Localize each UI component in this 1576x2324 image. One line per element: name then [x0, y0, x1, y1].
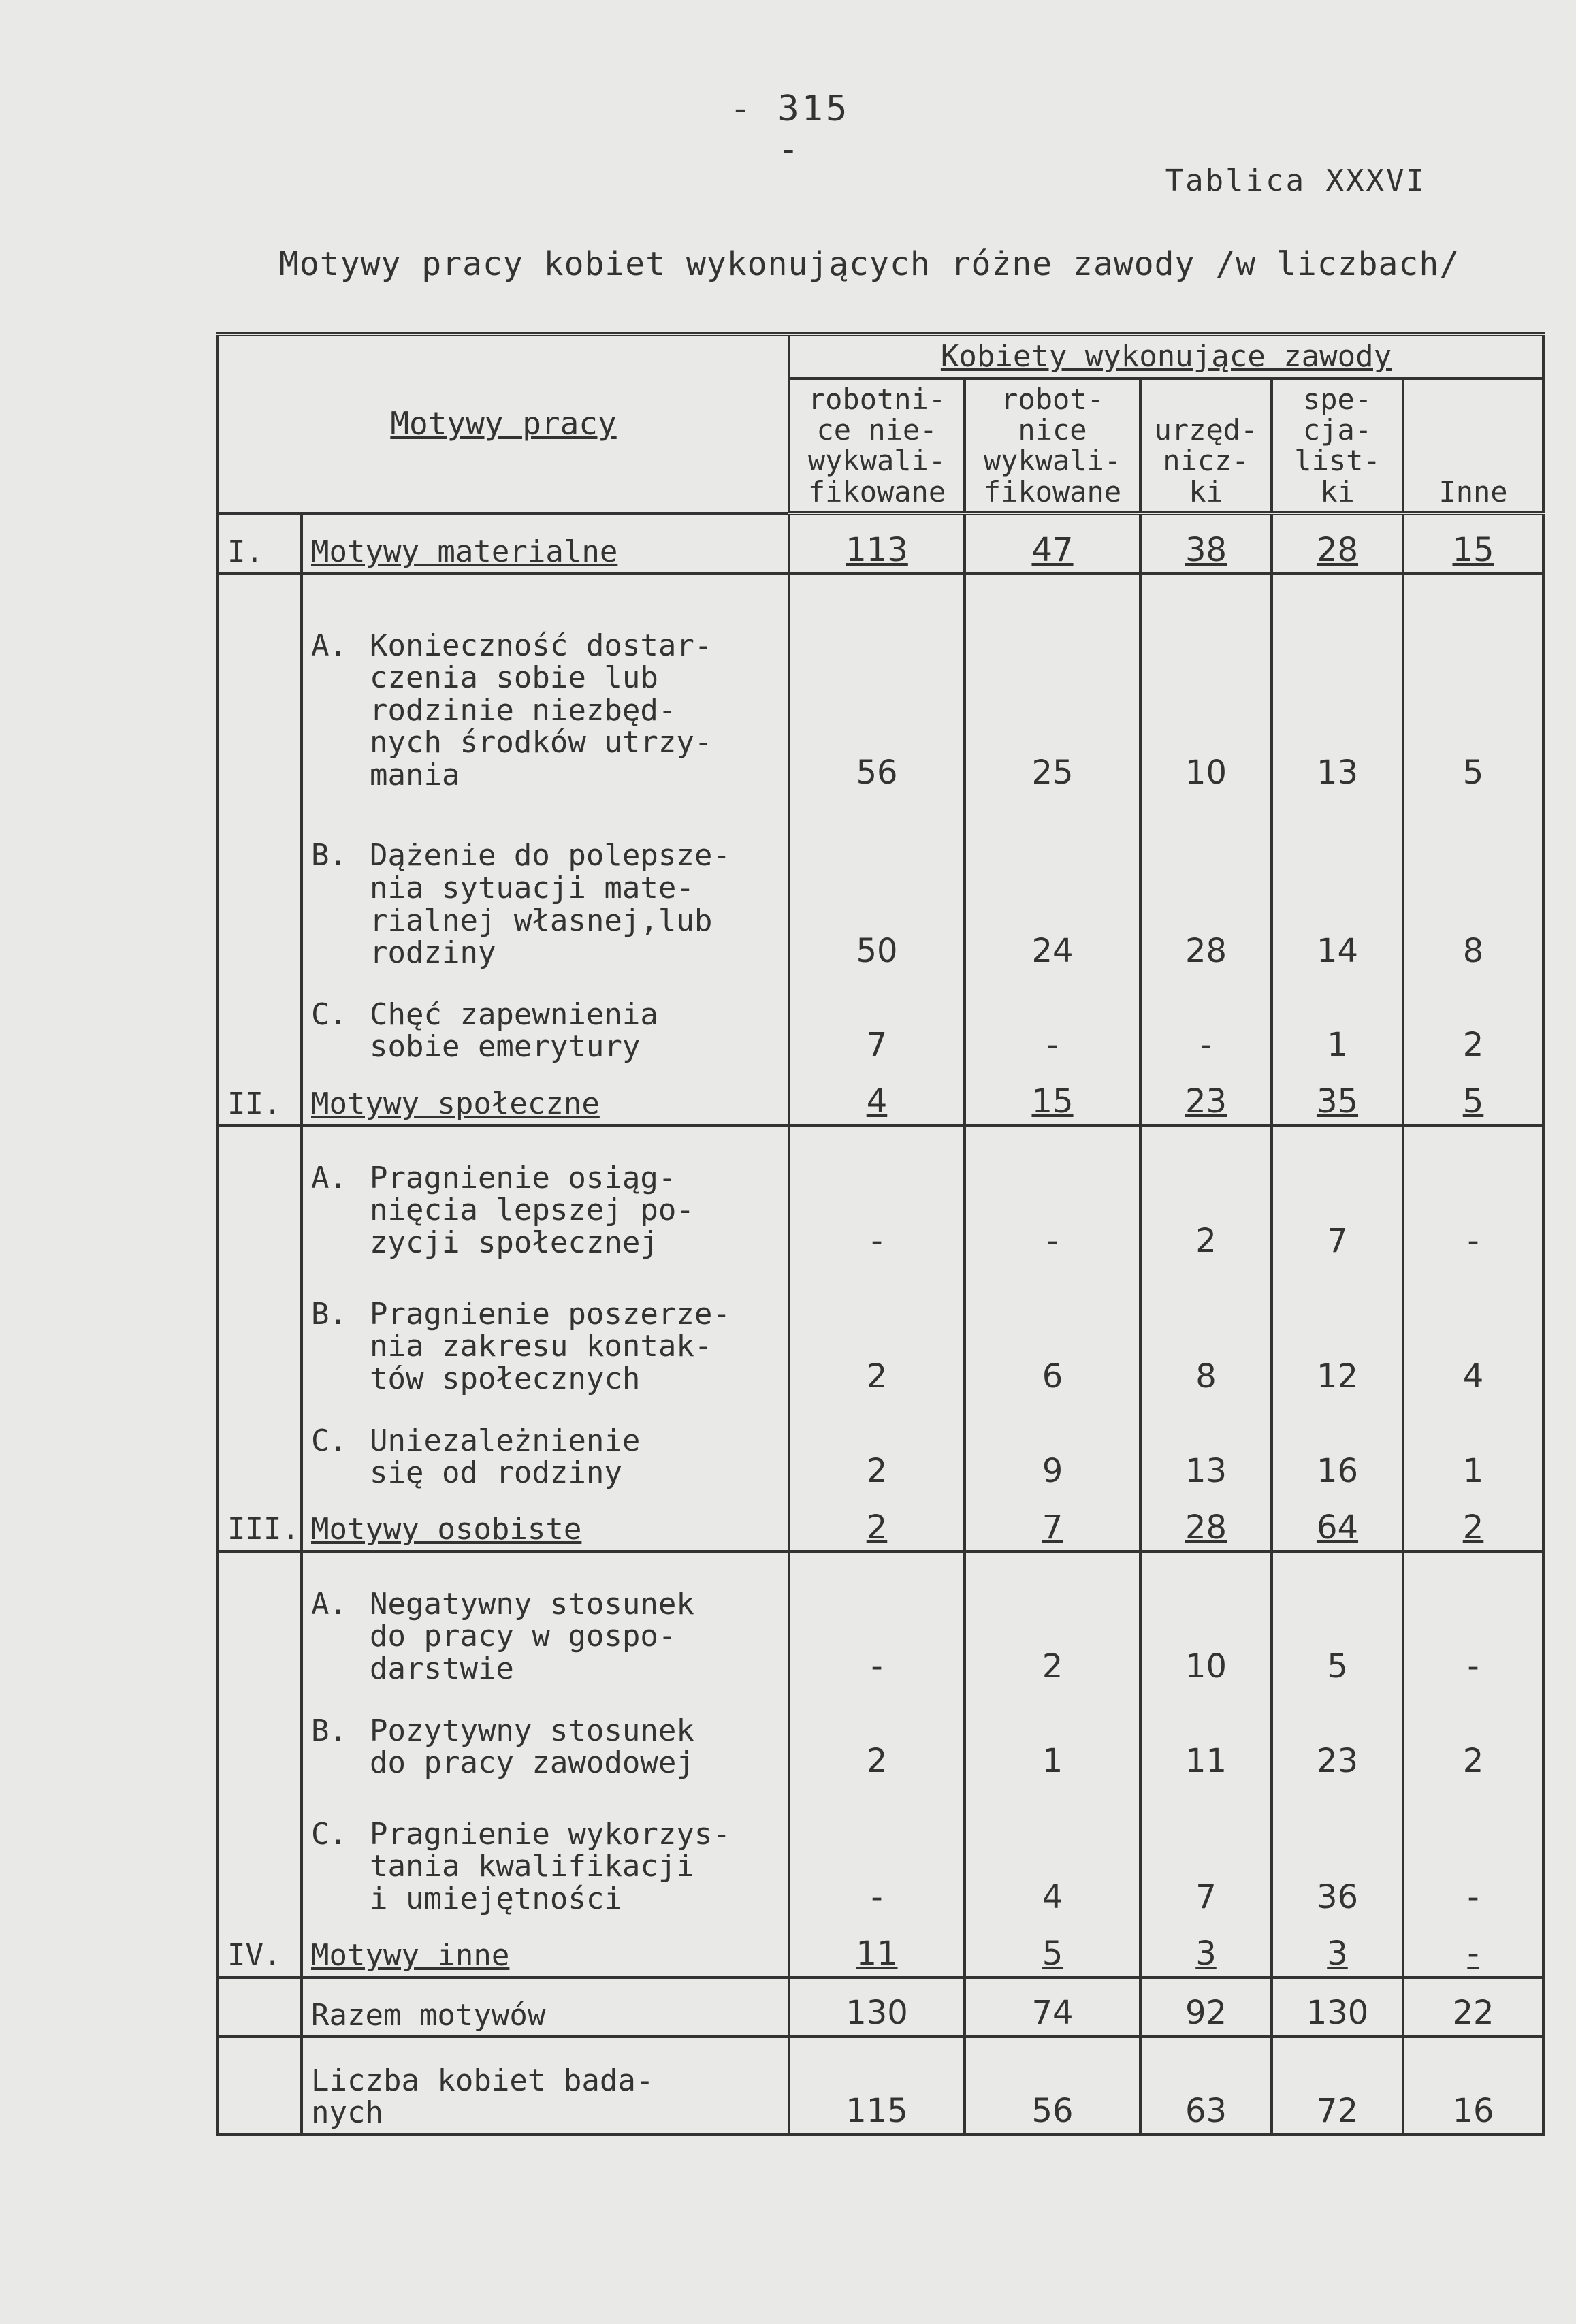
value-cell: 4	[1403, 1263, 1543, 1399]
value-cell: 28	[1140, 795, 1272, 973]
value-cell: 16	[1272, 1399, 1403, 1493]
motives-table-container	[216, 332, 1542, 2136]
subitem-row	[218, 1125, 1543, 1263]
value-cell: 22	[1403, 1978, 1543, 2037]
value-cell: 1	[1272, 973, 1403, 1067]
section-number: III.	[218, 1494, 302, 1551]
value-cell: 36	[1272, 1784, 1403, 1920]
value-cell: -	[789, 1784, 965, 1920]
value-cell	[789, 1067, 965, 1125]
subitem-label	[302, 1125, 789, 1263]
value-cell: 6	[965, 1263, 1140, 1399]
value-cell: 2	[789, 1689, 965, 1783]
value-cell	[1403, 1494, 1543, 1551]
indent-cell	[218, 1784, 302, 1920]
subitem-label	[302, 574, 789, 795]
value-text: 3	[1195, 1934, 1217, 1973]
value-text: 15	[1031, 1082, 1074, 1121]
subitem-label	[302, 973, 789, 1067]
indent-cell	[218, 973, 302, 1067]
value-text: 113	[846, 531, 908, 570]
value-cell: 14	[1272, 795, 1403, 973]
subitem-text: Dążenie do polepsze- nia sytuacji mate- rialnej własnej,lub rodziny	[370, 838, 730, 971]
value-text: 64	[1316, 1508, 1359, 1547]
subitem-row	[218, 1399, 1543, 1493]
value-cell	[965, 1919, 1140, 1977]
subitem-label-inner	[311, 1588, 779, 1685]
value-cell: 5	[1403, 574, 1543, 795]
subitem-label-inner	[311, 1715, 779, 1779]
value-text: 47	[1031, 531, 1074, 570]
indent-cell	[218, 795, 302, 973]
subitem-label-inner	[311, 1298, 779, 1395]
value-text: -	[1467, 1934, 1479, 1973]
value-text: 23	[1185, 1082, 1227, 1121]
subitem-row	[218, 1551, 1543, 1689]
value-cell: 7	[1272, 1125, 1403, 1263]
value-text: 3	[1327, 1934, 1348, 1973]
women-count-row	[218, 2037, 1543, 2135]
value-cell	[1140, 1494, 1272, 1551]
value-cell	[965, 513, 1140, 574]
value-cell: 130	[1272, 1978, 1403, 2037]
value-cell	[1140, 1919, 1272, 1977]
value-cell	[1272, 513, 1403, 574]
subitem-text: Pragnienie poszerze- nia zakresu kontak- tów społecznych	[370, 1296, 730, 1396]
column-header: robot- nice wykwali- fikowane	[965, 378, 1140, 513]
column-header: robotni- ce nie- wykwali- fikowane	[789, 378, 965, 513]
value-cell: 10	[1140, 1551, 1272, 1689]
value-cell	[1272, 1494, 1403, 1551]
value-cell: 2	[1403, 1689, 1543, 1783]
indent-cell	[218, 1978, 302, 2037]
table-label: Tablica XXXVI	[1165, 163, 1426, 198]
value-cell: 50	[789, 795, 965, 973]
subitem-letter: A.	[311, 1160, 347, 1195]
value-cell: 92	[1140, 1978, 1272, 2037]
value-cell: 2	[789, 1263, 965, 1399]
value-cell	[1272, 1067, 1403, 1125]
value-cell: 24	[965, 795, 1140, 973]
table-body	[218, 513, 1543, 2135]
value-cell: 2	[1140, 1125, 1272, 1263]
indent-cell	[218, 1125, 302, 1263]
value-cell: 16	[1403, 2037, 1543, 2135]
indent-cell	[218, 1551, 302, 1689]
subitem-row	[218, 1784, 1543, 1920]
value-cell	[1272, 1919, 1403, 1977]
value-text: 7	[1042, 1508, 1063, 1547]
subitem-label-inner	[311, 1818, 779, 1916]
subitem-label	[302, 1784, 789, 1920]
section-row	[218, 1067, 1543, 1125]
subitem-label-inner	[311, 839, 779, 969]
section-label	[302, 1494, 789, 1551]
value-text: 28	[1185, 1508, 1227, 1547]
value-cell: -	[965, 1125, 1140, 1263]
row-label-header: Motywy pracy	[218, 334, 789, 513]
value-cell: -	[1140, 973, 1272, 1067]
value-text: 38	[1185, 531, 1227, 570]
column-header: urzęd- nicz- ki	[1140, 378, 1272, 513]
subitem-label	[302, 1399, 789, 1493]
value-text: 15	[1452, 531, 1494, 570]
value-cell: 8	[1403, 795, 1543, 973]
section-number: I.	[218, 513, 302, 574]
subitem-text: Chęć zapewnienia sobie emerytury	[370, 997, 658, 1065]
subitem-label	[302, 795, 789, 973]
totals-row	[218, 1978, 1543, 2037]
indent-cell	[218, 574, 302, 795]
subitem-row	[218, 1263, 1543, 1399]
value-cell	[965, 1067, 1140, 1125]
subitem-row	[218, 795, 1543, 973]
value-cell: 5	[1272, 1551, 1403, 1689]
section-label-text: Motywy społeczne	[311, 1086, 600, 1121]
section-label	[302, 513, 789, 574]
value-cell	[1140, 513, 1272, 574]
value-cell: 2	[965, 1551, 1140, 1689]
subitem-text: Pozytywny stosunek do pracy zawodowej	[370, 1713, 694, 1781]
value-text: 4	[866, 1082, 888, 1121]
subitem-label	[302, 1263, 789, 1399]
subitem-text: Pragnienie wykorzys- tania kwalifikacji i umiejętności	[370, 1816, 730, 1916]
page-title: Motywy pracy kobiet wykonujących różne zawody /w liczbach/	[279, 245, 1460, 283]
subitem-letter: B.	[311, 838, 347, 873]
subitem-letter: B.	[311, 1296, 347, 1332]
value-cell: 4	[965, 1784, 1140, 1920]
section-label-text: Motywy inne	[311, 1938, 510, 1973]
subitem-letter: C.	[311, 997, 347, 1032]
value-cell: 25	[965, 574, 1140, 795]
subitem-label-inner	[311, 999, 779, 1063]
value-cell: 74	[965, 1978, 1140, 2037]
value-cell: -	[1403, 1125, 1543, 1263]
value-cell	[1403, 513, 1543, 574]
subitem-label-inner	[311, 1425, 779, 1489]
value-cell: -	[789, 1125, 965, 1263]
value-cell: 115	[789, 2037, 965, 2135]
value-cell	[789, 513, 965, 574]
value-text: 2	[866, 1508, 888, 1547]
indent-cell	[218, 1399, 302, 1493]
section-label-text: Motywy osobiste	[311, 1512, 582, 1547]
totals-row-label: Razem motywów	[302, 1978, 789, 2037]
indent-cell	[218, 1263, 302, 1399]
value-text: 11	[856, 1934, 898, 1973]
section-row	[218, 1919, 1543, 1977]
subitem-label	[302, 1689, 789, 1783]
value-text: 2	[1462, 1508, 1484, 1547]
women-count-row-label: Liczba kobiet bada- nych	[302, 2037, 789, 2135]
subitem-letter: A.	[311, 1586, 347, 1621]
column-header: spe- cja- list- ki	[1272, 378, 1403, 513]
subitem-label-inner	[311, 630, 779, 792]
subitem-text: Negatywny stosunek do pracy w gospo- darstwie	[370, 1586, 694, 1686]
value-cell	[965, 1494, 1140, 1551]
value-cell	[789, 1919, 965, 1977]
subitem-letter: C.	[311, 1423, 347, 1458]
value-cell: 7	[789, 973, 965, 1067]
value-cell: -	[1403, 1784, 1543, 1920]
value-cell: 10	[1140, 574, 1272, 795]
value-text: 35	[1316, 1082, 1359, 1121]
group-header: Kobiety wykonujące zawody	[789, 334, 1543, 378]
subitem-label-inner	[311, 1162, 779, 1259]
value-text: 5	[1042, 1934, 1063, 1973]
value-cell: 2	[789, 1399, 965, 1493]
subitem-row	[218, 973, 1543, 1067]
value-cell	[1140, 1067, 1272, 1125]
value-cell: 130	[789, 1978, 965, 2037]
value-cell: 12	[1272, 1263, 1403, 1399]
subitem-text: Uniezależnienie się od rodziny	[370, 1423, 641, 1491]
value-cell: 13	[1140, 1399, 1272, 1493]
indent-cell	[218, 1689, 302, 1783]
value-cell: -	[965, 973, 1140, 1067]
section-label	[302, 1919, 789, 1977]
value-cell: 13	[1272, 574, 1403, 795]
subitem-row	[218, 1689, 1543, 1783]
value-cell: -	[789, 1551, 965, 1689]
section-label-text: Motywy materialne	[311, 534, 618, 570]
value-cell: 56	[965, 2037, 1140, 2135]
value-cell: 9	[965, 1399, 1140, 1493]
value-cell: 8	[1140, 1263, 1272, 1399]
subitem-letter: B.	[311, 1713, 347, 1748]
value-cell: 11	[1140, 1689, 1272, 1783]
motives-table	[216, 332, 1545, 2136]
subitem-letter: C.	[311, 1816, 347, 1852]
subitem-text: Pragnienie osiąg- nięcia lepszej po- zycji społecznej	[370, 1160, 694, 1260]
subitem-label	[302, 1551, 789, 1689]
value-cell	[1403, 1919, 1543, 1977]
section-row	[218, 1494, 1543, 1551]
value-text: 28	[1316, 531, 1359, 570]
value-cell: -	[1403, 1551, 1543, 1689]
section-label	[302, 1067, 789, 1125]
value-cell: 72	[1272, 2037, 1403, 2135]
section-number: II.	[218, 1067, 302, 1125]
indent-cell	[218, 2037, 302, 2135]
section-number: IV.	[218, 1919, 302, 1977]
value-cell: 63	[1140, 2037, 1272, 2135]
section-row	[218, 513, 1543, 574]
value-cell: 7	[1140, 1784, 1272, 1920]
value-text: 5	[1462, 1082, 1484, 1121]
value-cell	[789, 1494, 965, 1551]
subitem-text: Konieczność dostar- czenia sobie lub rodzinie niezbęd- nych środków utrzy- mania	[370, 628, 713, 792]
value-cell: 23	[1272, 1689, 1403, 1783]
value-cell: 56	[789, 574, 965, 795]
value-cell: 2	[1403, 973, 1543, 1067]
column-header: Inne	[1403, 378, 1543, 513]
value-cell: 1	[1403, 1399, 1543, 1493]
page-number: - 315 -	[729, 88, 850, 170]
subitem-letter: A.	[311, 628, 347, 663]
subitem-row	[218, 574, 1543, 795]
value-cell	[1403, 1067, 1543, 1125]
header-row-group	[218, 334, 1543, 378]
value-cell: 1	[965, 1689, 1140, 1783]
